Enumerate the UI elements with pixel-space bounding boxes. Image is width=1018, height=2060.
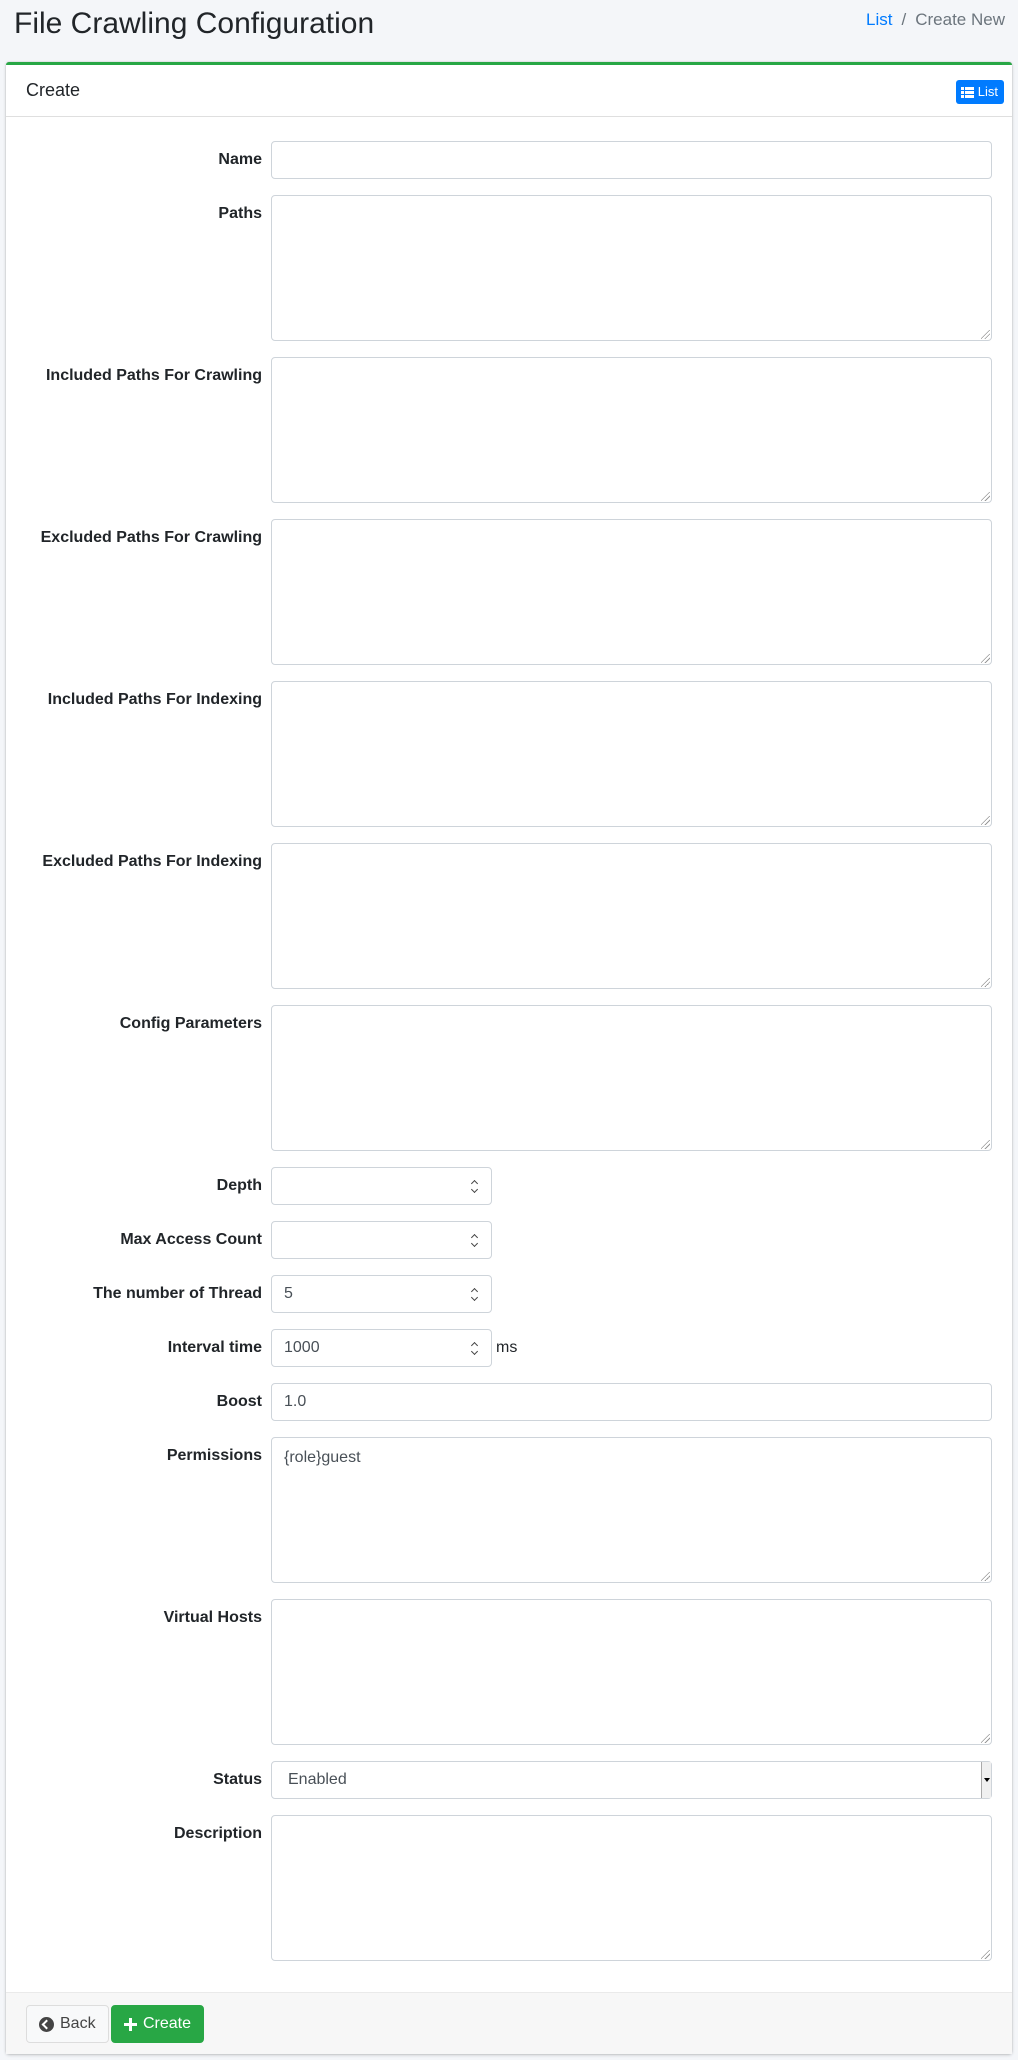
config-params-label: Config Parameters — [119, 1015, 262, 1032]
interval-spinner-icon[interactable] — [471, 1341, 479, 1357]
included-crawl-label: Included Paths For Crawling — [45, 367, 262, 384]
plus-icon — [124, 2018, 137, 2031]
included-index-label: Included Paths For Indexing — [47, 691, 262, 708]
max-access-label: Max Access Count — [120, 1231, 262, 1248]
card-footer — [6, 1992, 1012, 2054]
status-select[interactable] — [271, 1761, 992, 1799]
status-label: Status — [213, 1771, 262, 1788]
config-params-textarea[interactable] — [271, 1005, 992, 1151]
permissions-textarea[interactable] — [271, 1437, 992, 1583]
arrow-circle-left-icon — [39, 2017, 54, 2032]
threads-input[interactable] — [271, 1275, 492, 1313]
create-button-label: Create — [143, 2015, 192, 2032]
boost-label: Boost — [216, 1393, 262, 1410]
excluded-index-textarea[interactable] — [271, 843, 992, 989]
back-button-label: Back — [60, 2015, 96, 2032]
depth-spinner-icon[interactable] — [471, 1179, 479, 1195]
threads-value: 5 — [284, 1285, 293, 1302]
depth-label: Depth — [216, 1177, 262, 1194]
boost-input[interactable]: 1.0 — [271, 1383, 992, 1421]
description-label: Description — [173, 1825, 262, 1842]
interval-input[interactable] — [271, 1329, 492, 1367]
interval-value: 1000 — [284, 1339, 320, 1356]
list-button-label: List — [977, 84, 998, 99]
card-title: Create — [26, 80, 81, 100]
paths-label: Paths — [218, 205, 262, 222]
excluded-crawl-label: Excluded Paths For Crawling — [40, 529, 262, 546]
max-access-spinner-icon[interactable] — [471, 1233, 479, 1249]
chevron-down-icon[interactable] — [981, 1762, 991, 1798]
list-button[interactable] — [956, 80, 1004, 104]
back-button[interactable] — [26, 2005, 109, 2043]
description-textarea[interactable] — [271, 1815, 992, 1961]
depth-input[interactable] — [271, 1167, 492, 1205]
name-input[interactable] — [271, 141, 992, 179]
breadcrumb-current: Create New — [915, 10, 1005, 29]
permissions-label: Permissions — [166, 1447, 262, 1464]
permissions-value: {role}guest — [284, 1449, 361, 1466]
excluded-index-label: Excluded Paths For Indexing — [42, 853, 262, 870]
page-header — [0, 0, 1018, 62]
interval-unit: ms — [496, 1339, 518, 1356]
max-access-input[interactable] — [271, 1221, 492, 1259]
page-title: File Crawling Configuration — [14, 7, 375, 40]
status-value: Enabled — [288, 1771, 347, 1788]
create-button[interactable] — [111, 2005, 204, 2043]
list-icon — [961, 87, 974, 98]
interval-label: Interval time — [167, 1339, 262, 1356]
breadcrumb-list-link[interactable]: List — [866, 10, 893, 29]
create-card — [6, 62, 1012, 2054]
breadcrumb — [866, 8, 1005, 32]
paths-textarea[interactable] — [271, 195, 992, 341]
threads-label: The number of Thread — [93, 1285, 262, 1302]
threads-spinner-icon[interactable] — [471, 1287, 479, 1303]
breadcrumb-separator: / — [901, 10, 907, 29]
virtual-hosts-textarea[interactable] — [271, 1599, 992, 1745]
name-label: Name — [218, 151, 262, 168]
included-index-textarea[interactable] — [271, 681, 992, 827]
included-crawl-textarea[interactable] — [271, 357, 992, 503]
card-header — [6, 65, 1012, 117]
virtual-hosts-label: Virtual Hosts — [163, 1609, 262, 1626]
excluded-crawl-textarea[interactable] — [271, 519, 992, 665]
